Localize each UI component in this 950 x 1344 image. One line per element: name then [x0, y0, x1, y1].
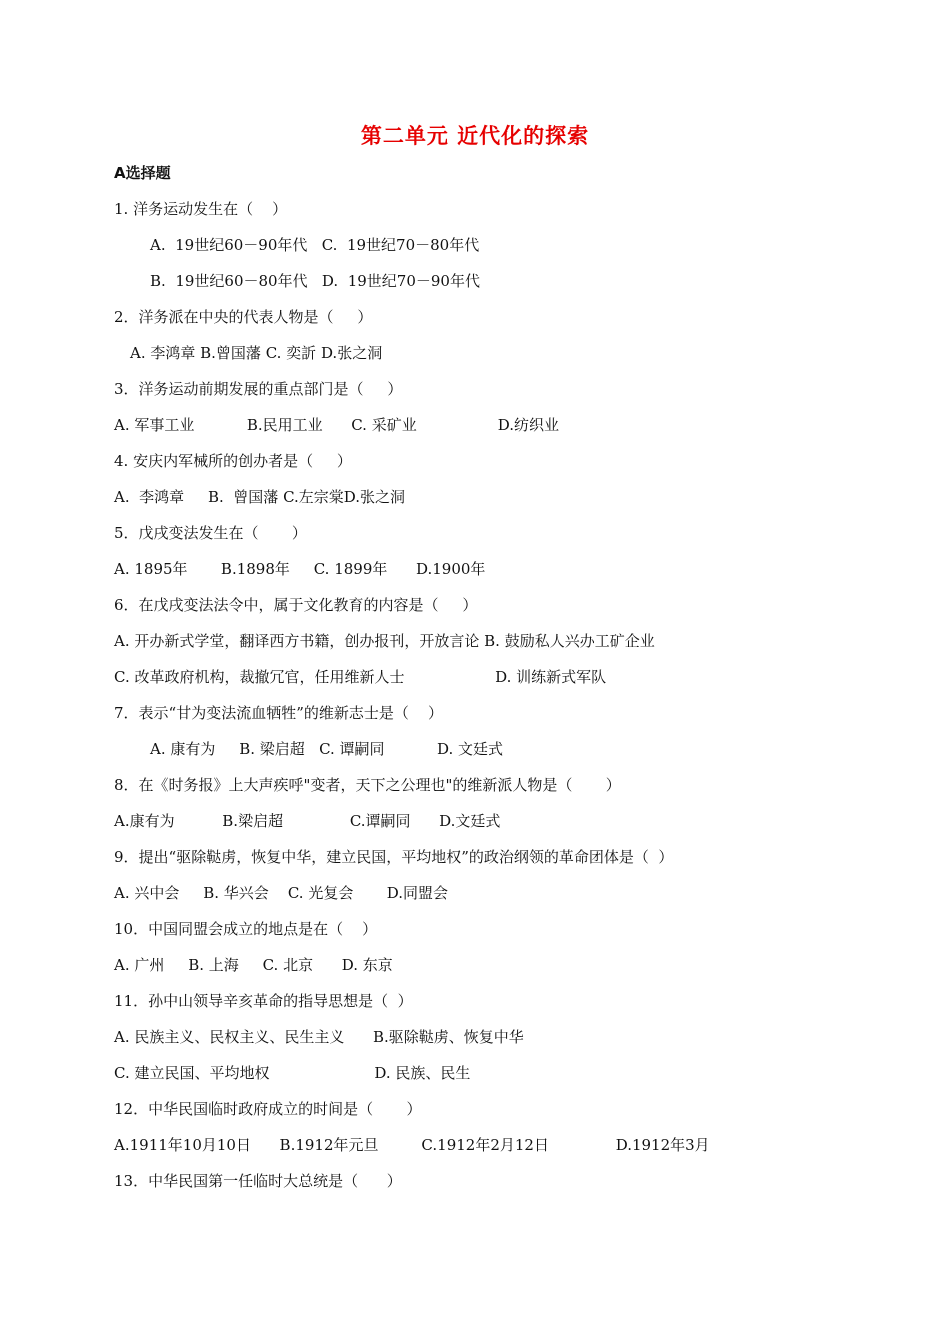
question-4: 4. 安庆内军械所的创办者是（ ） [114, 452, 352, 470]
question-9-options: A. 兴中会 B. 华兴会 C. 光复会 D.同盟会 [114, 884, 448, 902]
question-6-options-ab: A. 开办新式学堂，翻译西方书籍，创办报刊，开放言论 B. 鼓励私人兴办工矿企业 [114, 632, 655, 650]
document-title: 第二单元 近代化的探索 [360, 124, 590, 148]
question-1: 1. 洋务运动发生在（ ） [114, 200, 288, 218]
question-2-options: A. 李鸿章 B.曾国藩 C. 奕訢 D.张之洞 [130, 344, 383, 362]
question-6-options-cd: C. 改革政府机构，裁撤冗官，任用维新人士 D. 训练新式军队 [114, 668, 607, 686]
question-11: 11．孙中山领导辛亥革命的指导思想是（ ） [114, 992, 413, 1010]
question-4-options: A. 李鸿章 B. 曾国藩 C.左宗棠D.张之洞 [114, 488, 406, 506]
question-1-options-ac: A. 19世纪60－90年代 C. 19世纪70－80年代 [150, 236, 480, 254]
question-3: 3．洋务运动前期发展的重点部门是（ ） [114, 380, 403, 398]
question-7: 7．表示“甘为变法流血牺牲”的维新志士是（ ） [114, 704, 443, 722]
section-heading: A选择题 [114, 164, 171, 182]
question-10-options: A. 广州 B. 上海 C. 北京 D. 东京 [114, 956, 393, 974]
question-5: 5．戊戌变法发生在（ ） [114, 524, 307, 542]
question-2: 2．洋务派在中央的代表人物是（ ） [114, 308, 373, 326]
question-8-options: A.康有为 B.梁启超 C.谭嗣同 D.文廷式 [114, 812, 501, 830]
question-13: 13．中华民国第一任临时大总统是（ ） [114, 1172, 402, 1190]
question-12: 12．中华民国临时政府成立的时间是（ ） [114, 1100, 422, 1118]
question-11-options-cd: C. 建立民国、平均地权 D. 民族、民生 [114, 1064, 471, 1082]
question-9: 9．提出“驱除鞑虏，恢复中华，建立民国，平均地权”的政治纲领的革命团体是（ ） [114, 848, 674, 866]
question-8: 8．在《时务报》上大声疾呼"变者，天下之公理也"的维新派人物是（ ） [114, 776, 621, 794]
question-6: 6．在戊戌变法法令中，属于文化教育的内容是（ ） [114, 596, 478, 614]
question-11-options-ab: A. 民族主义、民权主义、民生主义 B.驱除鞑虏、恢复中华 [114, 1028, 524, 1046]
question-7-options: A. 康有为 B. 梁启超 C. 谭嗣同 D. 文廷式 [150, 740, 504, 758]
question-10: 10．中国同盟会成立的地点是在（ ） [114, 920, 378, 938]
question-3-options: A. 军事工业 B.民用工业 C. 采矿业 D.纺织业 [114, 416, 560, 434]
question-12-options: A.1911年10月10日 B.1912年元旦 C.1912年2月12日 D.1912年3月 [114, 1136, 710, 1154]
question-1-options-bd: B. 19世纪60－80年代 D. 19世纪70－90年代 [150, 272, 480, 290]
question-5-options: A. 1895年 B.1898年 C. 1899年 D.1900年 [114, 560, 486, 578]
